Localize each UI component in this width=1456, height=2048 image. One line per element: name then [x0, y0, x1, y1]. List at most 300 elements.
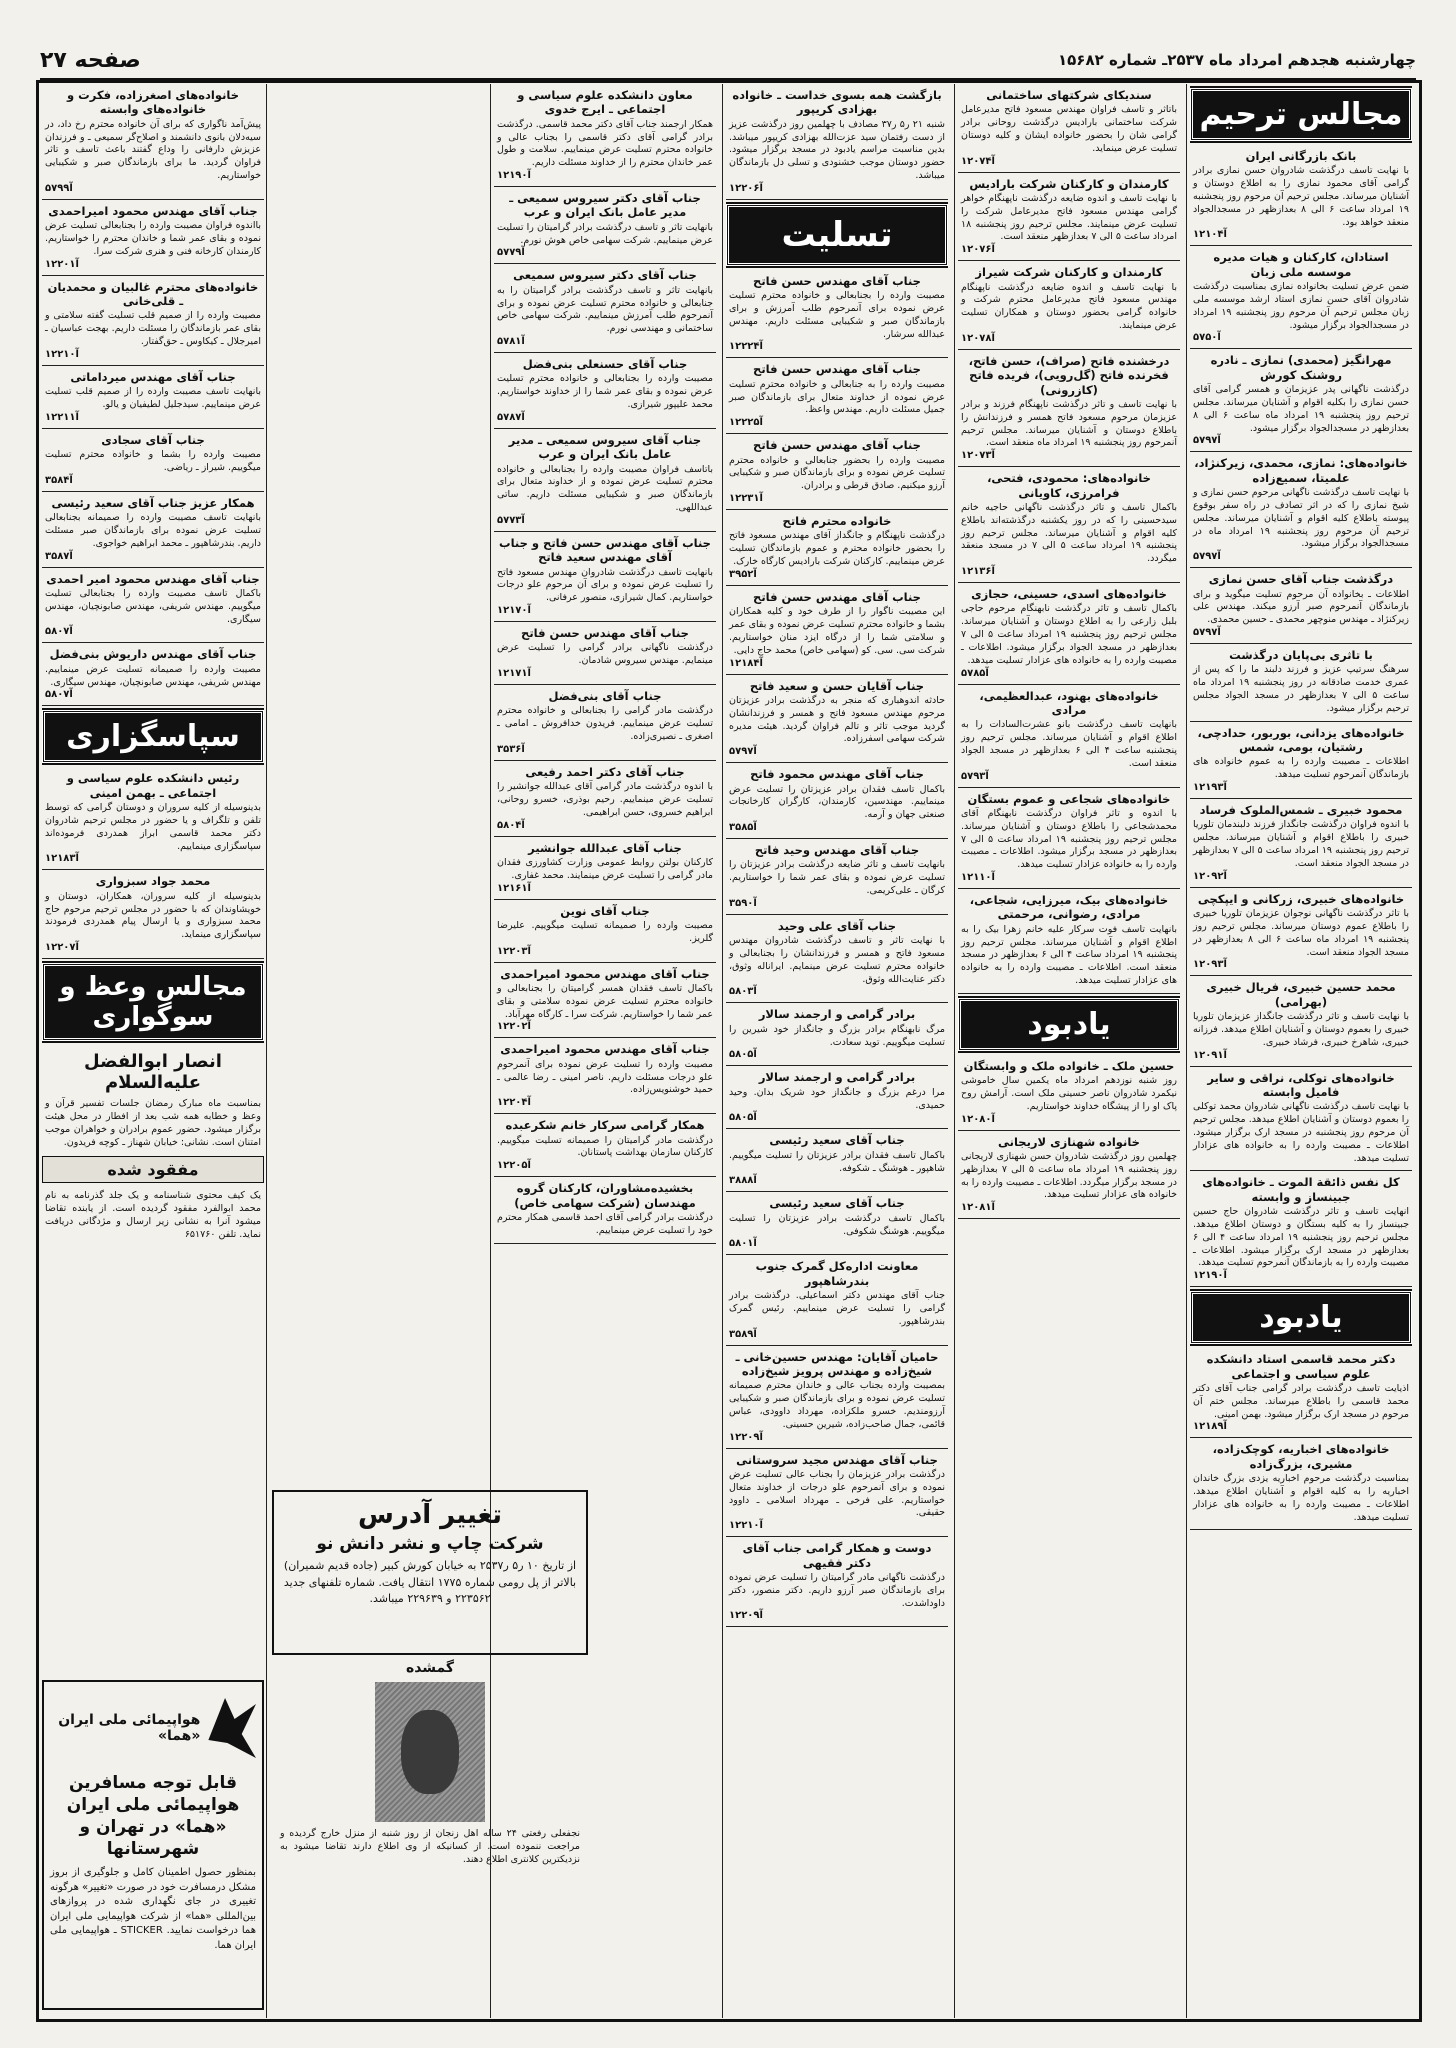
- notice-code: آ۱۲۱۹۰: [1193, 1270, 1227, 1282]
- notice: [42, 84, 264, 200]
- notice-code: آ۵۷۸۷: [497, 411, 525, 423]
- notice-body: اطلاعات ـ مصیبت وارده را به عموم خانواده های بازماندگان آنمرحوم تسلیت میدهد.: [1193, 756, 1409, 781]
- notice-title: جناب آقای مهندس حسن فاتح: [753, 589, 921, 604]
- notice-title: کل نفس ذائقة الموت ـ خانواده‌های جبینساز و وابسته: [1202, 1175, 1400, 1204]
- notice-code: آ۱۲۲۰۶: [729, 182, 763, 194]
- notice-code: آ۱۲۰۷۸: [961, 332, 995, 344]
- notice-body: مصیبت وارده را تسلیت عرض نموده برای آنمرحوم علو درجات مسئلت داریم. ناصر امینی ـ رضا عالمی ـ حمید خوشنویس‌زاده.: [497, 1058, 713, 1096]
- notice-code: آ۱۲۲۱۱: [45, 411, 79, 423]
- notice: [958, 467, 1180, 583]
- notice-body: این مصیبت ناگوار را از طرف خود و کلیه همکاران بشما و خانواده محترم تسلیت عرض نموده و بقای عمر و سلامتی شما را از درگاه ایزد منان خواستاریم. شرکت سی. سی. کو (سهامی خاص) محمد حاج دایی.: [729, 606, 945, 656]
- notice-code: آ۵۸۰۱: [729, 1238, 757, 1250]
- notice: [494, 187, 716, 264]
- notice: [958, 173, 1180, 262]
- notice-body: باتاسف فراوان مصیبت وارده را بجنابعالی و خانواده محترم تسلیت عرض نموده و از خداوند متعال برای بازماندگان صبر و شکیبایی مسئلت داریم. ساتی عبداللهی.: [497, 463, 713, 513]
- notice-body: درگذشت ناپهنگام و جانگداز آقای مهندس مسعود فاتح را بحضور خانواده محترم و عموم بازماندگان تسلیت عرض مینماییم. کارکنان شرکت بارادیس کارگاه خارک.: [729, 530, 945, 568]
- notice-code: آ۱۲۱۸۳: [45, 853, 79, 865]
- notice-title: محمد حسین خبیری، فریال خبیری (بهرامی): [1206, 980, 1396, 1009]
- notice: [1190, 976, 1412, 1066]
- notice-body: باکمال تاسف و تاثر درگذشت نابهنگام مرحوم حاجی بلبل زارعی را به اطلاع دوستان و آشنایان میرساند. مجلس ترحیم روز پنجشنبه ۱۹ امرداد ساعت ۵ الی ۷ بعدازظهر در مسجد الجواد برگزار میشود. اطلاعات ـ مصیبت وارده را به خانواده های عزادار تسلیت میدهد.: [961, 603, 1177, 666]
- notice-code: آ۵۷۹۷: [1193, 627, 1221, 639]
- notice-body: مرا درغم بزرگ و جانگداز خود شریک بدان. وحید حمیدی.: [729, 1086, 945, 1111]
- notice: [726, 839, 948, 915]
- notice: [726, 1537, 948, 1627]
- homa-body: بمنظور حصول اطمینان کامل و جلوگیری از بروز مشکل درمسافرت خود در صورت «تغییر» هرگونه تغییری در جای نگهداری شده در پروازهای بین‌المللی «هما» از شرکت هواپیمایی ملی ایران هما درخواست نمایید. STICKER ـ هواپیمایی ملی ایران هما.: [49, 1867, 256, 1951]
- notice-body: بمناسبت درگذشت مرحوم اخباریه یزدی بزرگ خاندان اخباریه را به کلیه اقوام و آشنایان اطلاع میدهد. اطلاعات ـ مصیبت وارده را به خانواده های عزادار تسلیت میدهد.: [1193, 1473, 1409, 1523]
- notice-body: با اندوه و تاثر فراوان درگذشت نابهنگام آقای محمدشجاعی را باطلاع دوستان و آشنایان میرساند. مجلس ترحیم روز پنجشنبه ۱۹ امرداد ساعت ۵ الی ۷ بعدازظهر در مسجد برگزار میشود. اطلاعات ـ مصیبت وارده را به خانواده عزادار تسلیت میدهد.: [961, 807, 1177, 871]
- notice-body: درگذشت مادر گرامی را بجنابعالی و خانواده محترم تسلیت عرض مینماییم. فریدون خدافروش ـ امامی ـ اصغری ـ نصیری‌زاده.: [497, 705, 713, 742]
- col2-notices: [958, 84, 1180, 994]
- notice-body: اذیایت تاسف درگذشت برادر گرامی جناب آقای دکتر محمد قاسمی را باطلاع میرساند. مجلس ختم آن مرحوم در مسجد ارک برگزار میشود. بهمن امینی.: [1193, 1382, 1409, 1420]
- notice-title: خانواده‌های یزدانی، بوربور، حدادچی، رشتیان، بومی، شمس: [1197, 725, 1405, 755]
- column-4: [494, 84, 716, 1488]
- vaz-subhead: انصار ابوالفضل علیه‌السلام: [84, 1051, 222, 1094]
- notice-body: باتاثر و تاسف فراوان مهندس مسعود فاتح مدیرعامل شرکت ساختمانی بارادیس درگذشت روحانی برادر گرامی شان را بحضور خانواده ایشان و کلیه دوستان تسلیت عرض مینماید.: [961, 104, 1177, 154]
- notice-code: آ۱۲۱۹۳: [1193, 782, 1227, 794]
- notice-body: پیش‌آمد ناگواری که برای آن خانواده محترم رخ داد، در سیه‌دلان بانوی دانشمند و اصلاح‌گر سمیعی ـ و فرزندان عزیزش دارفانی را وداع گفتند باعث تاسف و تاثر فراوان گردید. ما برای بازماندگان صبر و شکیبایی خواستاریم.: [45, 118, 261, 181]
- notice-title: حسین ملک ـ خانواده ملک و وابستگان: [963, 1058, 1175, 1073]
- notice: [726, 586, 948, 675]
- address-ad-company: شرکت چاپ و نشر دانش نو: [316, 1534, 544, 1554]
- notice: [494, 900, 716, 963]
- notice-code: آ۱۲۱۸۹: [1193, 1421, 1227, 1433]
- notice-body: بانهایت تاسف مصیبت وارده را صمیمانه بجنابعالی تسلیت عرض نموده برای بازماندگان صبر مسئلت داریم. بندرشاهپور ـ محمد ابراهیم خواجوی.: [45, 512, 261, 549]
- notice-code: آ۵۷۹۷: [1193, 435, 1221, 447]
- masthead: [40, 42, 1416, 80]
- notice-code: آ۱۲۰۸۰: [961, 1113, 995, 1125]
- notice-code: آ۵۸۰۵: [729, 1112, 757, 1124]
- notice-body: درگذشت ناگهانی برادر گرامی را تسلیت عرض مینمایم. مهندس سیروس شادمان.: [497, 642, 713, 667]
- notice-title: خانواده‌های اصغرزاده، فکرت و خانواده‌های وابسته: [66, 88, 239, 117]
- notice: [42, 492, 264, 568]
- notice-code: آ۳۹۵۲: [729, 568, 757, 580]
- notice-title: جناب آقای مهندس حسن فاتح: [753, 362, 921, 377]
- notice-body: درگذشت برادر گرامی آقای احمد قاسمی همکار محترم خود را تسلیت عرض مینماییم.: [497, 1212, 713, 1236]
- notice-body: چهلمین روز درگذشت شادروان حسن شهنازی لاریجانی روز پنجشنبه ۱۹ امرداد ماه ساعت ۵ الی ۷ بعدازظهر در مسجد برگزار میگردد. اطلاعات ـ مصیبت وارده را به خانواده های عزادار تسلیت میدهد.: [960, 1150, 1177, 1201]
- notice: [726, 358, 948, 434]
- col1-yadbood-notices: [1190, 1348, 1412, 1530]
- notice-body: ضمن عرض تسلیت بخانواده نمازی بمناسبت درگذشت شادروان آقای حسن نمازی استاد ارشد موسسه ملی زبان مجلس ترحیم آن مرحوم روز پنجشنبه ۱۹ امرداد در مسجدالجواد برگزار میشود.: [1193, 281, 1410, 331]
- notice: [494, 1114, 716, 1177]
- column-5: [42, 84, 264, 1668]
- notice-title: جناب آقای سیروس سمیعی ـ مدیر عامل بانک ایران و عرب: [508, 432, 702, 462]
- notice-body: باکمال تاسف و تاثر درگذشت ناگهانی حاجیه خانم سیدحسینی را که در روز یکشنبه درگذشته‌اند باطلاع کلیه اقوام و آشنایان میرساند. مجلس ترحیم روز پنجشنبه ۱۹ امرداد ساعت ۵ الی ۷ در مسجد منعقد میگردد.: [961, 502, 1178, 565]
- notice-code: آ۵۷۸۱: [497, 336, 525, 347]
- notice: [494, 353, 716, 429]
- notice-body: کارکنان بولتن روابط عمومی وزارت کشاورزی فقدان مادر گرامی را تسلیت عرض مینمایند. محمد غفاری.: [497, 857, 713, 881]
- notice-body: بدینوسیله از کلیه سروران، همکاران، دوستان و خویشاوندان که با حضور در مجلس ترحیم مرحوم حاج محمد سبزواری و یا ارسال پیام همدردی فرمودند سپاسگزاری مینماید.: [45, 890, 261, 941]
- notice-title: جناب آقای دکتر سیروس سمیعی: [513, 268, 697, 283]
- column-2: [958, 84, 1180, 2018]
- banner-sepas: سپاسگزاری: [42, 710, 264, 763]
- notice: [726, 434, 948, 510]
- notice-body: مصیبت وارده را صمیمانه تسلیت میگوییم. علیرضا گلریز.: [497, 920, 713, 944]
- notice-code: آ۱۲۱۷۱: [497, 668, 531, 679]
- notice-title: خانواده‌های اسدی، حسینی، حجازی: [971, 587, 1167, 602]
- notice-title: جناب آقایان حسن و سعید فاتح: [749, 678, 925, 693]
- notice-title: جناب آقای مهندس حسن فاتح: [521, 626, 689, 640]
- homa-airline-ad: [42, 1680, 264, 2010]
- notice-code: آ۵۷۹۷: [729, 746, 757, 758]
- notice-code: آ۱۲۱۷۰: [497, 605, 531, 616]
- notice-title: خانواده شهنازی لاریجانی: [998, 1134, 1140, 1149]
- notice-body: با اندوه درگذشت مادر گرامی آقای عبدالله جوانشیر را تسلیت عرض مینماییم. رحیم بوذری، خسرو روحانی، ابراهیم خسروی، حسن ابراهیمی.: [497, 781, 713, 818]
- col5-sepas-notices: [42, 767, 264, 959]
- notice-title: دکتر محمد قاسمی استاد دانشکده علوم سیاسی و اجتماعی: [1206, 1352, 1396, 1381]
- notice-title: بازگشت همه بسوی خداست ـ خانواده بهزادی کریپور: [732, 88, 942, 117]
- notice-body: درگذشت ناگهانی مادر گرامیتان را تسلیت عرض نموده برای بازماندگان صبر آرزو داریم. دکتر منصور، دکتر داوداشدت.: [729, 1571, 945, 1609]
- missing-body: نجفعلی رفعتی ۲۴ ساله اهل زنجان از روز شنبه از منزل خارج گردیده و مراجعت ننموده است. از کسانیکه از وی اطلاع دارند تقاضا میشود به نزدیکترین کلانتری اطلاع دهند.: [280, 1828, 581, 1865]
- notice-code: آ۱۲۱۶۱: [497, 882, 531, 894]
- face-icon: [401, 1710, 458, 1794]
- notice-code: آ۳۵۹۰: [729, 897, 757, 909]
- col2-yadbood-notices: [958, 1055, 1180, 1219]
- notice-code: آ۱۲۲۱۰: [45, 348, 79, 360]
- notice-code: آ۱۲۲۰۵: [497, 1160, 531, 1172]
- notice-body: بانهایت تاثر و تاسف درگذشت برادر گرامیتان را به جنابعالی و خانواده محترم تسلیت عرض نموده و برای آنمرحوم طلب آمرزش مینماییم. شرکت سهامی خاص ساختمانی و مهندسی نورم.: [497, 284, 713, 335]
- notice-code: آ۵۷۹۳: [961, 770, 989, 782]
- column-rule: [954, 84, 955, 2018]
- notice: [42, 870, 264, 959]
- notice-code: آ۳۵۸۷: [45, 550, 73, 562]
- col3-top-notice: [726, 84, 948, 200]
- notice-body: باکمال تاسف درگذشت برادر عزیزتان را تسلیت میگوییم. هوشنگ شکوفی.: [729, 1212, 945, 1237]
- notice-code: آ۱۲۰۷۳: [961, 450, 995, 462]
- notice-code: آ۱۲۲۱۰: [729, 1520, 763, 1532]
- notice-code: آ۳۸۸۸: [729, 1175, 757, 1187]
- notice-code: آ۱۲۲۲۴: [729, 341, 763, 353]
- col5-notices: [42, 84, 264, 706]
- notice: [1190, 246, 1412, 349]
- notice-title: خانواده‌های محترم غالبیان و محمدیان ـ قلی‌خانی: [47, 279, 259, 308]
- notice: [1190, 452, 1412, 568]
- notice-code: آ۱۲۰۹۲: [1193, 870, 1227, 882]
- notice-title: خانواده‌های شجاعی و عموم بستگان: [967, 791, 1171, 806]
- notice-title: رئیس دانشکده علوم سیاسی و اجتماعی ـ بهمن امینی: [66, 771, 240, 800]
- notice-code: آ۱۲۲۰۴: [497, 1097, 531, 1109]
- notice-title: جناب آقای نوین: [560, 903, 650, 918]
- notice-title: خانواده‌های بهنود، عبدالعظیمی، مرادی: [979, 688, 1159, 717]
- notice-code: آ۵۷۷۹: [497, 247, 525, 259]
- notice: [726, 915, 948, 1004]
- notice: [494, 532, 716, 622]
- missing-person-photo: [375, 1682, 485, 1822]
- notice-body: با نهایت تاسف و اندوه ضایعه درگذشت ناپهنگام خواهر گرامی مهندس مسعود فاتح مدیرعامل شرکت را تسلیت عرض مینمایند. مجلس ترحیم روز پنجشنبه ۱۸ امرداد ساعت ۵ الی ۷ بعدازظهر منعقد است.: [961, 193, 1177, 243]
- notice-code: آ۵۸۰۵: [729, 1049, 757, 1061]
- notice-body: روز شنبه نوزدهم امرداد ماه یکمین سال خاموشی نیکمرد شادروان ناصر حسینی ملک است. آرامش روح پاک او را از پیشگاه خداوند خواستاریم.: [961, 1075, 1177, 1112]
- notice: [1190, 888, 1412, 977]
- notice: [494, 264, 716, 353]
- notice-title: مهرانگیز (محمدی) نمازی ـ نادره روشنک کورش: [1210, 353, 1392, 382]
- notice-title: معاون دانشکده علوم سیاسی و اجتماعی ـ ایرج خدوی: [517, 88, 693, 117]
- notice-body: با نهایت تاسف درگذشت ناگهانی مرحوم حسن نمازی و شیخ نمازی را که در اثر تصادف در راه سفر بوقوع پیوسته باطلاع کلیه اقوام و آشنایان میرساند. مجلس ترحیم آن مرحوم روز پنجشنبه ۱۹ امرداد ماه در مسجدالجواد برگزار میشود.: [1193, 487, 1409, 550]
- notice-code: آ۱۲۲۲۵: [729, 417, 763, 429]
- notice-title: درگذشت جناب آقای حسن نمازی: [1208, 572, 1394, 587]
- address-ad-body: از تاریخ ۱۰ ر۵ ر۲۵۳۷ به خیابان کورش کبیر (جاده قدیم شمیران) بالاتر از پل رومی شماره ۱۷۷۵ انتقال یافت. شماره تلفنهای جدید ۲۲۳۵۶۲ و ۲۲۹۶۳۹ میباشد.: [283, 1559, 577, 1605]
- notice-title: جناب آقای علی وحید: [777, 918, 897, 933]
- notice-title: محمد جواد سبزواری: [95, 874, 211, 889]
- notice-code: آ۱۲۱۹۰: [497, 170, 531, 181]
- notice-body: با نهایت تاسف درگذشت ناگهانی شادروان محمد توکلی را بعموم دوستان و آشنایان اطلاع میدهد. مجلس ترحیم آن مرحوم روز پنجشنبه در مسجد ارک برگزار میشود. اطلاعات ـ مصیبت وارده را به خانواده های عزادار تسلیت میدهد.: [1193, 1101, 1409, 1164]
- banner-yadbood: یادبود: [1190, 1291, 1412, 1344]
- notice-code: آ۱۲۲۰۹: [729, 1431, 763, 1443]
- notice-title: دوست و همکار گرامی جناب آقای دکتر فقیهی: [742, 1541, 932, 1570]
- mafqood-title: مفقود شده: [42, 1156, 264, 1183]
- notice-code: آ۵۷۵۰: [1193, 332, 1221, 344]
- notice-title: جناب آقای مهندس داریوش بنی‌فضل: [49, 647, 257, 662]
- notice: [726, 84, 948, 200]
- notice-code: آ۱۲۲۰۹: [729, 1610, 763, 1622]
- notice-title: بخشیده‌مشاوران، کارکنان گروه مهندسان (شرکت سهامی خاص): [514, 1181, 696, 1210]
- notice-body: بانهایت تاسف فوت سرکار علیه خانم زهرا بیک را به اطلاع اقوام و آشنایان میرساند. مجلس ترحیم روز پنجشنبه ۱۹ امرداد ساعت ۴ الی ۶ بعدازظهر در مسجد منعقد است. اطلاعات ـ مصیبت وارده را به خانواده های عزادار تسلیت میدهد.: [961, 923, 1178, 986]
- notice-code: آ۵۷۹۷: [1193, 551, 1221, 563]
- notice-code: آ۱۲۲۰۱: [45, 258, 79, 270]
- column-rule: [1186, 84, 1187, 2018]
- notice-title: جناب آقای مهندس محمود امیراحمدی: [500, 966, 710, 981]
- vaz-body: بمناسبت ماه مبارک رمضان جلسات تفسیر قرآن و وعظ و خطابه همه شب بعد از افطار در محل هیئت برگزار میشود. حضور عموم برادران و خواهران موجب امتنان است. نشانی: خیابان شهناز ـ کوچه فریدون.: [45, 1098, 261, 1148]
- notice: [1190, 1438, 1412, 1530]
- col3-notices: [726, 270, 948, 1346]
- notice: [1190, 722, 1412, 799]
- notice-code: آ۱۲۲۰۳: [497, 945, 531, 957]
- notice: [958, 350, 1180, 467]
- notice: [42, 366, 264, 429]
- notice: [494, 761, 716, 837]
- notice-body: مرگ نابهنگام برادر بزرگ و جانگداز خود شیرین را تسلیت میگوییم. توید سعادت.: [729, 1023, 945, 1048]
- notice-title: برادر گرامی و ارجمند سالار: [758, 1007, 916, 1022]
- notice-body: مصیبت وارده را از صمیم قلب تسلیت گفته سلامتی و بقای عمر بازماندگان را مسئلت داریم. بهجت عباسیان ـ امیرجلال ـ کیکاوس ـ حق‌گفتار.: [45, 310, 261, 347]
- notice-title: جناب آقای مهندس محمود امیراحمدی: [500, 1042, 710, 1057]
- notice: [726, 1066, 948, 1129]
- notice: [726, 1192, 948, 1255]
- notice-title: جناب آقای سجادی: [101, 432, 205, 447]
- column-rule: [722, 84, 723, 2018]
- notice-body: با اندوه فراوان درگذشت جانگداز فرزند دلبندمان تلوریا خبیری را باطلاع اقوام و آشنایان میرساند. مجلس ترحیم روز پنجشنبه ۱۹ امرداد ساعت ۵ الی ۷ بعدازظهر در مسجد الجواد منعقد است.: [1193, 819, 1409, 869]
- column-3: [726, 84, 948, 2018]
- page-number: صفحه ۲۷: [40, 47, 141, 73]
- notice: [726, 1003, 948, 1066]
- notice: [958, 1055, 1180, 1131]
- notice-title: استادان، کارکنان و هیات مدیره موسسه ملی زبان: [1213, 250, 1389, 279]
- notice: [42, 200, 264, 276]
- notice-title: جناب آقای مهندس محمود امیر احمدی: [46, 571, 260, 586]
- notice-body: مصیبت وارده را بجنابعالی و خانواده محترم تسلیت عرض نموده برای آنمرحوم طلب آمرزش و برای بازماندگان صبر و شکیبایی مسئلت داریم. مهندس عبدالله سرشار.: [729, 290, 945, 340]
- notice-code: آ۱۲۱۳۶: [961, 566, 995, 578]
- notice-body: انهایت تاسف و تاثر درگذشت شادروان حاج حسین جبینساز را به کلیه بستگان و دوستان اطلاع میدهد. مجلس ترحیم روز پنجشنبه ۱۹ امرداد ساعت ۴ الی ۶ بعدازظهر در مسجد ارک برگزار میشود. اطلاعات ـ مصیبت وارده را به بازماندگان آنمرحوم تسلیت میدهد.: [1193, 1206, 1409, 1269]
- banner-majales: مجالس ترحیم: [1190, 88, 1412, 141]
- notice-code: آ۵۸۰۳: [729, 986, 757, 998]
- notice: [958, 261, 1180, 350]
- notice-body: باکمال تاسف فقدان همسر گرامیتان را بجنابعالی و خانواده محترم تسلیت عرض نموده سلامتی و بقای عمر شما را خواستاریم. شرکت سرا ـ کارگاه مهرآباد.: [497, 983, 713, 1020]
- notice-title: خانواده‌های خبیری، زرکانی و ایپکچی: [1197, 891, 1405, 906]
- notice: [726, 763, 948, 839]
- notice-title: خانواده‌های: نمازی، محمدی، زیرکنژاد، علمیتا، سمیع‌زاده: [1194, 456, 1408, 485]
- notice-title: جناب آقای حسنعلی بنی‌فضل: [522, 357, 688, 371]
- notice: [958, 685, 1180, 788]
- notice: [726, 1129, 948, 1192]
- banner-tasliat: تسلیت: [726, 204, 948, 266]
- notice-title: حامیان آقایان: مهندس حسین‌خانی ـ شیخ‌زاده و مهندس پرویز شیخ‌زاده: [735, 1349, 939, 1378]
- notice-title: جناب آقای بنی‌فضل: [548, 689, 662, 703]
- notice: [726, 1255, 948, 1345]
- notice-body: با نهایت تاسف و تاثر درگذشت جانگداز عزیزمان تلوریا خبیری را بعموم دوستان و آشنایان اطلاع میدهد. فرزانه خبیری، شاهرخ خبیری، فرشاد خبیری.: [1193, 1011, 1409, 1048]
- notice-title: کارمندان و کارکنان شرکت بارادیس: [969, 176, 1169, 191]
- notice-body: مصیبت وارده را صمیمانه تسلیت عرض مینماییم. مهندس شریفی، مهندس صابونچیان، مهندس سیگاری.: [45, 663, 261, 688]
- notice-title: جناب آقای مهندس میرداماتی: [70, 369, 236, 384]
- banner-yadbood-2: یادبود: [958, 998, 1180, 1051]
- notice-title: جناب آقای دکتر احمد رفیعی: [525, 764, 685, 779]
- notice: [958, 889, 1180, 994]
- notice-body: با نهایت تاثر و تاسف درگذشت شادروان مهندس مسعود فاتح و همسر و فرزندانشان را بجنابعالی و خانواده محترم تسلیت عرض مینمایم. ایراناله وثوق، دکتر عنایت‌الله وثوق.: [729, 935, 945, 985]
- notice-body: همکار ارجمند جناب آقای دکتر محمد قاسمی. درگذشت برادر گرامی آقای دکتر قاسمی را بجناب عالی و خانواده محترم تسلیت عرض مینماییم. سلامت و طول عمر خاندان محترم را از خداوند مسئلت داریم.: [497, 118, 713, 169]
- missing-person-notice: [272, 1660, 588, 2000]
- notice-code: آ۱۲۱۱۰: [961, 871, 995, 883]
- notice-body: بانهایت تاسف و تاثر ضایعه درگذشت برادر عزیزتان را تسلیت عرض نموده و بقای عمر شما را خواستاریم. کرگان ـ علی‌کریمی.: [729, 859, 945, 896]
- notice-body: با نهایت تاسف و تاثر درگذشت ناپهنگام فرزند و برادر عزیزمان مرحوم مسعود فاتح همسر و فرزندانش را باطلاع دوستان و آشنایان میرساند. مجلس ترحیم آنمرحوم روز پنجشنبه ۱۹ امرداد ماه منعقد است.: [961, 399, 1177, 449]
- notice-title: جناب آقای مهندس حسن فاتح: [753, 438, 921, 453]
- notice-body: باکمال تاسف فقدان برادر عزیزتان را تسلیت عرض مینماییم. مهندسین، کارمندان، کارگران کارخانجات صنعتی جهان و آرمه.: [729, 783, 945, 821]
- notice-code: آ۱۲۱۰۴: [1193, 229, 1227, 241]
- notice: [42, 568, 264, 644]
- notice-title: محمود خبیری ـ شمس‌الملوک فرساد: [1199, 803, 1403, 818]
- notice-body: با نهایت تاسف درگذشت شادروان حسن نمازی برادر گرامی آقای محمود نمازی را به اطلاع دوستان و آشنایان میرساند. مجلس ترحیم آن مرحوم روز پنجشنبه ۱۹ امرداد ساعت ۶ الی ۸ بعدازظهر در مسجدالجواد منعقد خواهد بود.: [1193, 165, 1409, 228]
- notice: [494, 963, 716, 1039]
- homa-bird-icon: [208, 1698, 256, 1758]
- notice: [958, 788, 1180, 889]
- notice-body: مصیبت وارده را بجنابعالی و خانواده محترم تسلیت عرض نموده و بقای عمر شما را از خداوند خواستاریم. محمد علیپور شیرازی.: [497, 373, 713, 410]
- notice-title: خانواده‌های توکلی، نراقی و سایر فامیل وابسته: [1207, 1070, 1395, 1099]
- banner-vaz: مجالس وعظ و سوگواری: [42, 963, 264, 1041]
- notice-title: جناب آقای مهندس وحید فاتح: [754, 842, 920, 857]
- notice: [494, 622, 716, 685]
- homa-headline: قابل توجه مسافرین هواپیمائی ملی ایران «هما» در تهران و شهرستانها: [66, 1773, 240, 1860]
- notice-body: بانهایت تاثر و تاسف درگذشت برادر گرامیتان را تسلیت عرض مینماییم. شرکت سهامی خاص هوش نورم.: [497, 221, 713, 246]
- homa-logo: [50, 1688, 256, 1768]
- notice-title: جناب آقای مهندس حسن فاتح و جناب آقای مهندس سعید فاتح: [499, 535, 711, 565]
- notice: [1190, 568, 1412, 644]
- notice: [42, 276, 264, 366]
- notice-body: مصیبت وارده را بشما و خانواده محترم تسلیت میگوییم. شیراز ـ ریاضی.: [45, 449, 261, 473]
- notice-title: جناب آقای دکتر سیروس سمیعی ـ مدیر عامل بانک ایران و عرب: [509, 191, 701, 220]
- notice: [726, 675, 948, 764]
- notice-title: سندیکای شرکتهای ساختمانی: [986, 88, 1152, 102]
- notice-title: جناب آقای مهندس محمود امیراحمدی: [48, 203, 258, 218]
- notice-body: بانهایت تاسف درگذشت شادروان مهندس مسعود فاتح را تسلیت عرض نموده و برای آن مرحوم علو درجات خواستاریم. کمال شیرازی، منصور عرفانی.: [497, 566, 713, 604]
- notice: [1190, 1171, 1412, 1287]
- notice-body: باکمال تاسف مصیبت وارده را بجنابعالی تسلیت میگوییم. مهندس شریفی، مهندس صابونچیان، مهندس سیگاری.: [45, 588, 261, 625]
- notice-code: آ۱۲۰۷۶: [961, 244, 995, 256]
- notice-body: بانهایت تاسف درگذشت بانو عشرت‌السادات را به اطلاع اقوام و آشنایان میرساند. مجلس ترحیم روز پنجشنبه ساعت ۴ الی ۶ بعدازظهر در مسجد الجواد منعقد است.: [961, 719, 1177, 769]
- notice-code: آ۵۸۰۷: [45, 626, 73, 638]
- notice: [1190, 1067, 1412, 1172]
- notice: [1190, 349, 1412, 452]
- notice-body: شنبه ۲۱ ر۵ ر۳۷ مصادف با چهلمین روز درگذشت عزیز از دست رفتمان سید عزت‌الله بهزادی کریپور میباشد. بدین مناسبت مراسم یادبود در مسجد برگزار میشود. حضور دوستان موجب خشنودی و تسلی دل بازماندگان میباشد.: [729, 118, 946, 181]
- notice-title: خانواده محترم فاتح: [782, 514, 892, 529]
- notice-body: بمصیبت وارده بجناب عالی و خاندان محترم صمیمانه تسلیت عرض نموده و برای بازماندگان صبر و شکیبایی آرزومندیم. خسرو ملکزاده، مهرداد داوودی، عباس قائمی، جمال صاحب‌زاده، شیرین حسینی.: [729, 1380, 945, 1430]
- notice-body: جناب آقای مهندس دکتر اسماعیلی. درگذشت برادر گرامی را تسلیت عرض مینماییم. رئیس گمرک بندرشاهپور.: [729, 1290, 945, 1327]
- notice-title: جناب آقای سعید رئیسی: [769, 1196, 905, 1211]
- notice: [726, 510, 948, 586]
- notice: [494, 837, 716, 900]
- notice: [494, 429, 716, 532]
- notice-code: آ۱۲۰۹۱: [1193, 1049, 1227, 1061]
- notice-title: با تاثری بی‌پایان درگذشت: [1229, 648, 1373, 663]
- notice-title: خانواده‌های: محمودی، فتحی، فرامرزی، کاویانی: [987, 471, 1151, 500]
- notice: [494, 1038, 716, 1114]
- notice-body: باکمال تاسف فقدان برادر عزیزتان را تسلیت میگوییم. شاهپور ـ هوشنگ ـ شکوفه.: [729, 1149, 945, 1174]
- notice-code: آ۵۸۰۴: [497, 819, 525, 831]
- notice: [1190, 644, 1412, 722]
- notice-body: درگذشت ناگهانی پدر عزیزمان و همسر گرامی آقای حسن نمازی را بکلیه اقوام و آشنایان میرساند. مجلس ترحیم روز پنجشنبه ۱۹ امرداد ماه ساعت ۶ الی ۸ بعدازظهر در مسجدالجواد برگزار میشود.: [1193, 384, 1409, 434]
- notice: [494, 84, 716, 187]
- missing-title: گمشده: [405, 1660, 455, 1676]
- notice-title: جناب آقای مهندس محمود فاتح: [750, 767, 924, 782]
- notice-code: آ۱۲۰۹۳: [1193, 959, 1227, 971]
- notice-code: آ۳۵۳۶: [497, 743, 525, 755]
- col4-notices: [494, 84, 716, 1244]
- notice-code: آ۱۲۲۰۷: [45, 942, 79, 954]
- notice-body: سرهنگ سرتیپ عزیز و فرزند دلبند ما را که پس از عمری خدمت صادقانه در روز پنجشنبه ۱۹ امرداد ماه ساعت ۵ الی ۷ بعدازظهر در مسجد الجواد مجلس ترحیم برگزار میشود.: [1193, 664, 1409, 714]
- notice-body: درگذشت مادر گرامیتان را صمیمانه تسلیت میگوییم. کارکنان سازمان بهداشت پاستانان.: [497, 1134, 713, 1159]
- notice-code: آ۵۸۰۷: [45, 689, 73, 701]
- notice: [958, 1131, 1180, 1220]
- notice-code: آ۵۷۹۹: [45, 182, 73, 194]
- notice-body: مصیبت وارده را بحضور جنابعالی و خانواده محترم تسلیت عرض نموده و برای بازماندگان صبر و شکیبایی آرزو میکنیم. صادق قرطی و برادران.: [729, 454, 945, 492]
- notice-code: آ۱۲۰۸۱: [961, 1202, 995, 1214]
- notice-title: خانواده‌های بیک، میرزایی، شجاعی، مرادی، رضوانی، مرحمتی: [969, 892, 1169, 922]
- notice-body: بانهایت تاسف مصیبت وارده را از صمیم قلب تسلیت عرض مینماییم. سیدجلیل لطیفیان و یالو.: [45, 386, 261, 410]
- notice-title: معاونت اداره‌کل گمرک جنوب بندرشاهپور: [755, 1259, 919, 1288]
- homa-logo-name: هواپیمائی ملی ایران «هما»: [58, 1712, 201, 1744]
- notice-code: آ۵۷۷۳: [497, 514, 525, 526]
- address-ad-headline: تغییر آدرس: [358, 1500, 502, 1530]
- notice-body: اطلاعات ـ بخانواده آن مرحوم تسلیت میگوید و برای بازماندگان آنمرحوم صبر آرزو میکند. مهندس علی زیرکنژاد ـ مهندس منوچهر محمدی ـ حسین محمدی.: [1193, 588, 1409, 626]
- notice-body: حادثه اندوهباری که منجر به درگذشت برادر عزیزتان مرحوم مهندس مسعود فاتح و همسر و فرزندانشان گردید موجب تاثر و تالم فراوان گردید. هیئت مدیره شرکت سهامی اسفرزاده.: [729, 694, 945, 745]
- notice: [42, 643, 264, 706]
- col3-bottom-notices: [726, 1346, 948, 1628]
- col1-notices: [1190, 145, 1412, 1287]
- notice-code: آ۳۵۸۴: [45, 474, 73, 486]
- notice-title: بانک بازرگانی ایران: [1245, 149, 1357, 163]
- notice-title: جناب آقای مهندس حسن فاتح: [753, 273, 921, 288]
- issue-date: چهارشنبه هجدهم امرداد ماه ۲۵۳۷ـ شماره ۱۵۶۸۲: [1058, 51, 1416, 69]
- notice: [1190, 799, 1412, 888]
- notice-title: کارمندان و کارکنان شرکت شیراز: [975, 265, 1163, 280]
- notice-body: با نهایت تاسف و اندوه ضایعه درگذشت ناپهنگام مهندس مسعود فاتح مدیرعامل محترم شرکت و خانواده گرامی بحضور دوستان و همکاران تسلیت عرض مینمایند.: [961, 281, 1177, 332]
- notice-body: درگذشت برادر عزیزمان را بجناب عالی تسلیت عرض نموده و برای آنمرحوم علو درجات از خداوند متعال خواستاریم. علی فرخی ـ مهرداد اسلامی ـ داوود حقیقی.: [729, 1468, 945, 1519]
- notice-body: بااندوه فراوان مصیبت وارده را بجنابعالی تسلیت عرض نموده و بقای عمر شما و خاندان محترم را خواستاریم. کارمندان کارخانه فنی و هنری شرکت سرا.: [45, 220, 261, 257]
- notice-title: خانواده‌های اخباریه، کوچک‌زاده، مشیری، بزرگ‌زاده: [1212, 1442, 1390, 1471]
- notice-code: آ۱۲۲۰۲: [497, 1021, 531, 1033]
- column-rule: [266, 84, 267, 2018]
- notice-code: آ۳۵۸۵: [729, 821, 757, 833]
- notice-title: جناب آقای سعید رئیسی: [769, 1133, 905, 1148]
- notice: [726, 1449, 948, 1538]
- mafqood-body: یک کیف محتوی شناسنامه و یک جلد گذرنامه به نام محمد ابوالفرد مفقود گردیده است. از یابنده تقاضا میشود آنرا به نشانی زیر ارسال و مژدگانی دریافت نماید. تلفن ۶۵۱۷۶۰: [45, 1190, 261, 1240]
- notice-code: آ۵۷۸۵: [961, 667, 989, 679]
- notice-title: همکار عزیز جناب آقای سعید رئیسی: [51, 495, 255, 510]
- notice: [42, 767, 264, 870]
- notice: [494, 685, 716, 761]
- notice-title: درخشنده فاتح (صراف)، حسن فاتح، فخرنده فاتح (گل‌رویی)، فریده فاتح (کازرونی): [968, 353, 1170, 397]
- notice-body: مصیبت وارده را به جنابعالی و خانواده محترم تسلیت عرض نموده از خداوند متعال برای بازماندگان صبر جمیل مسئلت داریم. مهندس واعظ.: [729, 378, 945, 416]
- notice: [1190, 145, 1412, 246]
- notice: [494, 1177, 716, 1243]
- notice: [42, 429, 264, 492]
- notice-code: آ۱۲۱۸۴: [729, 657, 763, 669]
- notice-body: با تاثر درگذشت ناگهانی نوجوان عزیزمان تلوریا خبیری را باطلاع عموم دوستان میرساند. مجلس ترحیم روز پنجشنبه ۱۹ امرداد ماه ساعت ۶ الی ۸ بعدازظهر در مسجد الجواد منعقد است.: [1193, 908, 1409, 958]
- notice-title: جناب آقای مهندس مجید سروستانی: [736, 1452, 938, 1467]
